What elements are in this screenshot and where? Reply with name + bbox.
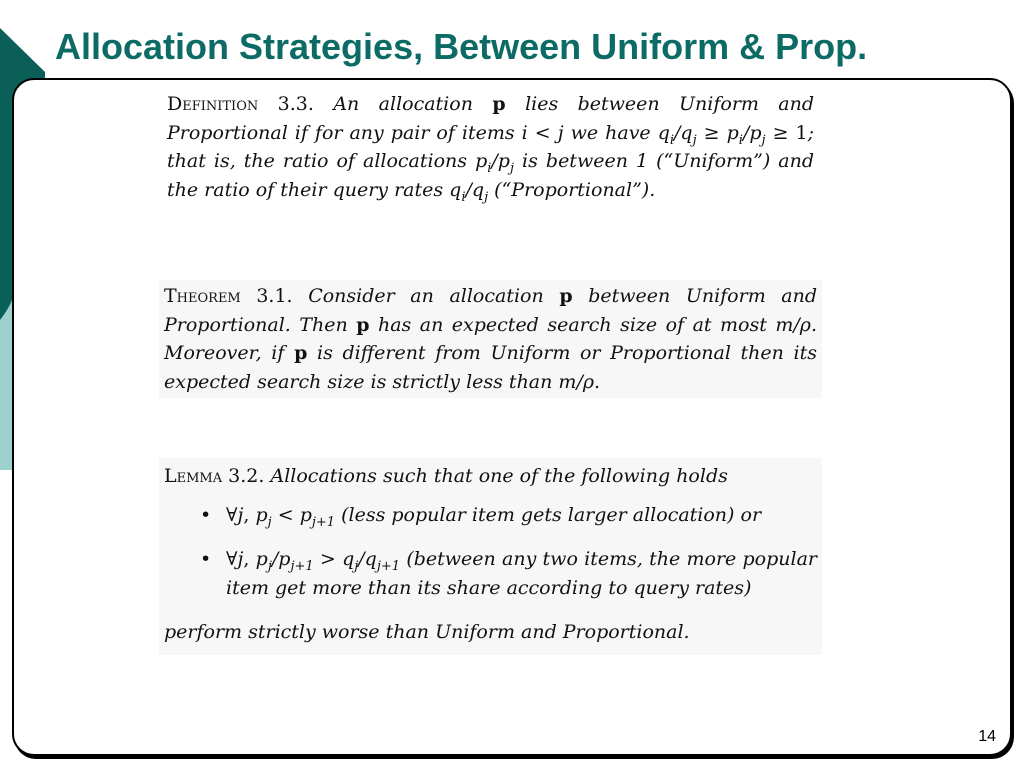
definition-label: Definition: [167, 93, 259, 115]
theorem-block: Theorem 3.1. Consider an allocation p between Uniform and Proportional. Then p has an expected search size of at most m/ρ. Moreover, if p is different from Uniform or Proportional then its expected search size is strictly less than m/ρ.: [159, 280, 822, 398]
lemma-number: 3.2.: [228, 465, 265, 487]
lemma-label: Lemma: [164, 465, 223, 487]
list-item: • ∀j, $p_j/p_{j+1} > q_j/q_{j+1}$ (between any two items, the more popular item get more than its share according to query rates): [164, 545, 817, 602]
lemma-closing: perform strictly worse than Uniform and Proportional.: [164, 621, 690, 643]
definition-number: 3.3.: [277, 93, 314, 115]
slide-title: Allocation Strategies, Between Uniform & Prop.: [55, 26, 868, 67]
theorem-number: 3.1.: [256, 285, 293, 307]
definition-block: Definition 3.3. An allocation p lies between Uniform and Proportional if for any pair of items i < j we have $q_i/q_j \ge p_i/p_j \ge 1$; that is, the ratio of allocations $p_i/p_j$ is between 1 (“Uniform”) and the ratio of their query rates $q_i/q_j$ (“Proportional”).: [167, 90, 814, 204]
lemma-block: Lemma 3.2. Allocations such that one of the following holds • ∀j, $p_j < p_{j+1}$ (less popular item gets larger allocation) or • ∀j, $p_j/p_{j+1} > q_j/q_{j+1}$ (between any two items, the more popular item get more than its share according to query rates) perform strictly worse than Uniform and Proportional.: [159, 458, 822, 655]
lemma-conditions-list: [164, 501, 817, 603]
content-frame: [12, 78, 1012, 756]
bullet-icon: •: [200, 503, 212, 526]
theorem-label: Theorem: [164, 285, 241, 307]
bullet-icon: •: [200, 548, 212, 570]
page-number: 14: [978, 728, 996, 745]
list-item: • ∀j, $p_j < p_{j+1}$ (less popular item gets larger allocation) or: [164, 501, 817, 530]
